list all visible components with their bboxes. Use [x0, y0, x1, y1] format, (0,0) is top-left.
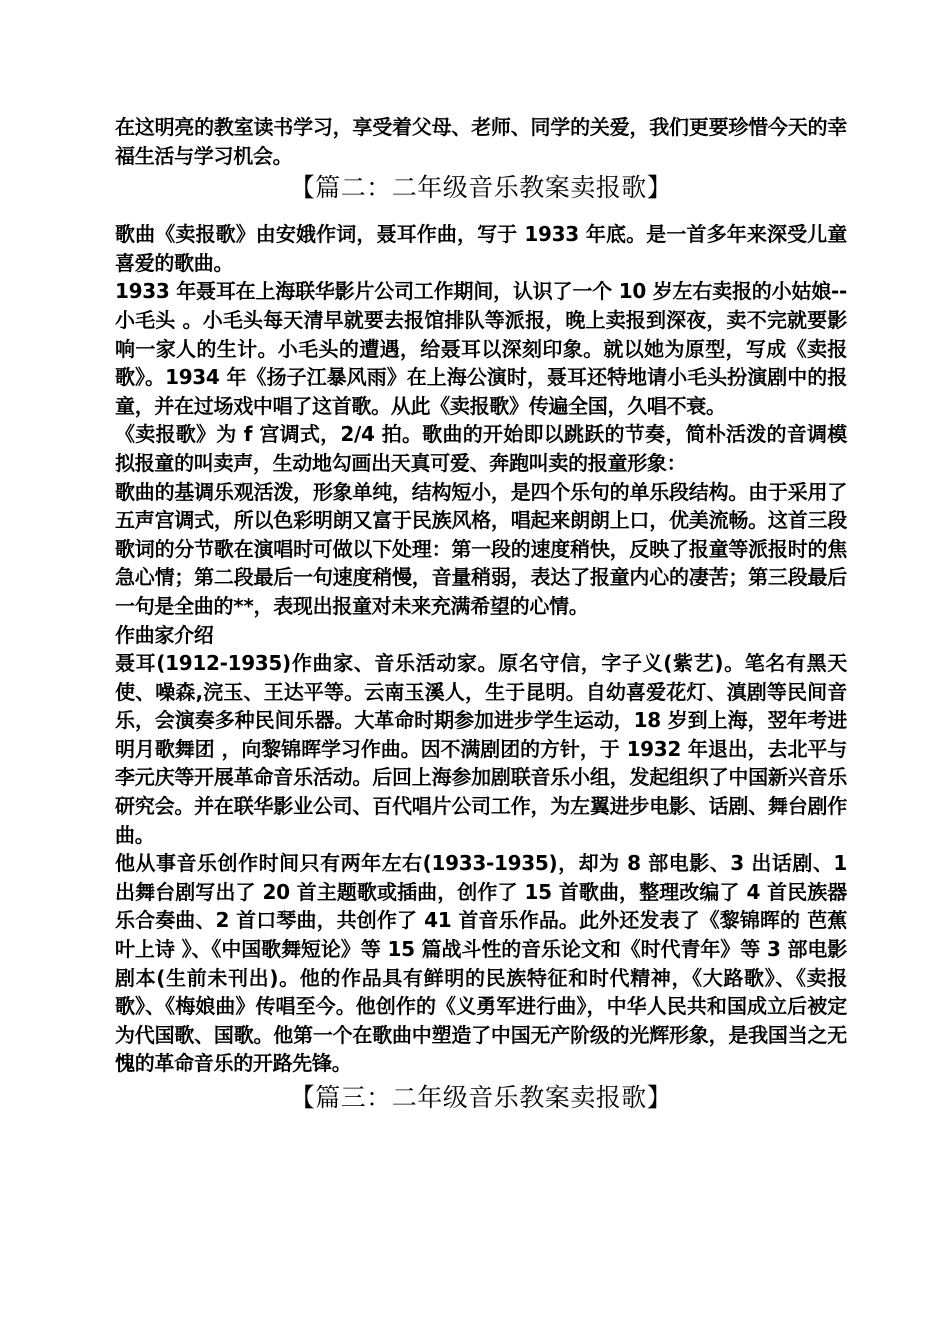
section-heading-part2: 【篇二：二年级音乐教案卖报歌】 — [289, 173, 673, 203]
paragraph-song-origin: 歌曲《卖报歌》由安娥作词，聂耳作曲，写于 1933 年底。是一首多年来深受儿童喜爱的歌曲。 — [115, 222, 847, 275]
document-body — [115, 113, 847, 1114]
paragraph-song-structure: 歌曲的基调乐观活泼，形象单纯，结构短小，是四个乐句的单乐段结构。由于采用了五声宫调式，所以色彩明朗又富于民族风格，唱起来朗朗上口，优美流畅。这首三段歌词的分节歌在演唱时可做以下处理：第一段的速度稍快，反映了报童等派报时的焦急心情；第二段最后一句速度稍慢，音量稍弱，表达了报童内心的凄苦；第三段最后一句是全曲的**，表现出报童对未来充满希望的心情。 — [115, 479, 847, 618]
paragraph-composer-works: 他从事音乐创作时间只有两年左右(1933-1935)，却为 8 部电影、3 出话剧、1 出舞台剧写出了 20 首主题歌或插曲，创作了 15 首歌曲，整理改编了 4 首民族器乐合奏曲、2 首口琴曲，共创作了 41 首音乐作品。此外还发表了《黎锦晖的 芭蕉叶上诗 》、《中国歌舞短论》等 15 篇战斗性的音乐论文和《时代青年》等 3 部电影剧本(生前未刊出)。他的作品具有鲜明的民族特征和时代精神，《大路歌》、《卖报歌》、《梅娘曲》传唱至今。他创作的《义勇军进行曲》，中华人民共和国成立后被定为代国歌、国歌。他第一个在歌曲中塑造了中国无产阶级的光辉形象，是我国当之无愧的革命音乐的开路先锋。 — [115, 851, 847, 1076]
paragraph-song-mode: 《卖报歌》为 f 宫调式，2/4 拍。歌曲的开始即以跳跃的节奏，简朴活泼的音调模拟报童的叫卖声，生动地勾画出天真可爱、奔跑叫卖的报童形象： — [115, 422, 847, 475]
composer-intro-heading: 作曲家介绍 — [115, 622, 214, 647]
paragraph-song-history: 1933 年聂耳在上海联华影片公司工作期间，认识了一个 10 岁左右卖报的小姑娘-- 小毛头 。小毛头每天清早就要去报馆排队等派报，晚上卖报到深夜，卖不完就要影响一家人的生计。小毛头的遭遇，给聂耳以深刻印象。就以她为原型，写成《卖报歌》。1934 年《扬子江暴风雨》在上海公演时，聂耳还特地请小毛头扮演剧中的报童，并在过场戏中唱了这首歌。从此《卖报歌》传遍全国，久唱不衰。 — [115, 279, 847, 418]
intro-paragraph: 在这明亮的教室读书学习，享受着父母、老师、同学的关爱，我们更要珍惜今天的幸福生活与学习机会。 — [115, 115, 847, 168]
section-heading-part3: 【篇三：二年级音乐教案卖报歌】 — [289, 1083, 673, 1112]
paragraph-composer-bio: 聂耳(1912-1935)作曲家、音乐活动家。原名守信，字子义(紫艺)。笔名有黑天使、噪森,浣玉、王达平等。云南玉溪人，生于昆明。自幼喜爱花灯、滇剧等民间音乐，会演奏多种民间乐器。大革命时期参加进步学生运动，18 岁到上海，翌年考进 明月歌舞团 ，向黎锦晖学习作曲。因不满剧团的方针，于 1932 年退出，去北平与李元庆等开展革命音乐活动。后回上海参加剧联音乐小组，发起组织了中国新兴音乐研究会。并在联华影业公司、百代唱片公司工作，为左翼进步电影、话剧、舞台剧作曲。 — [115, 651, 847, 847]
